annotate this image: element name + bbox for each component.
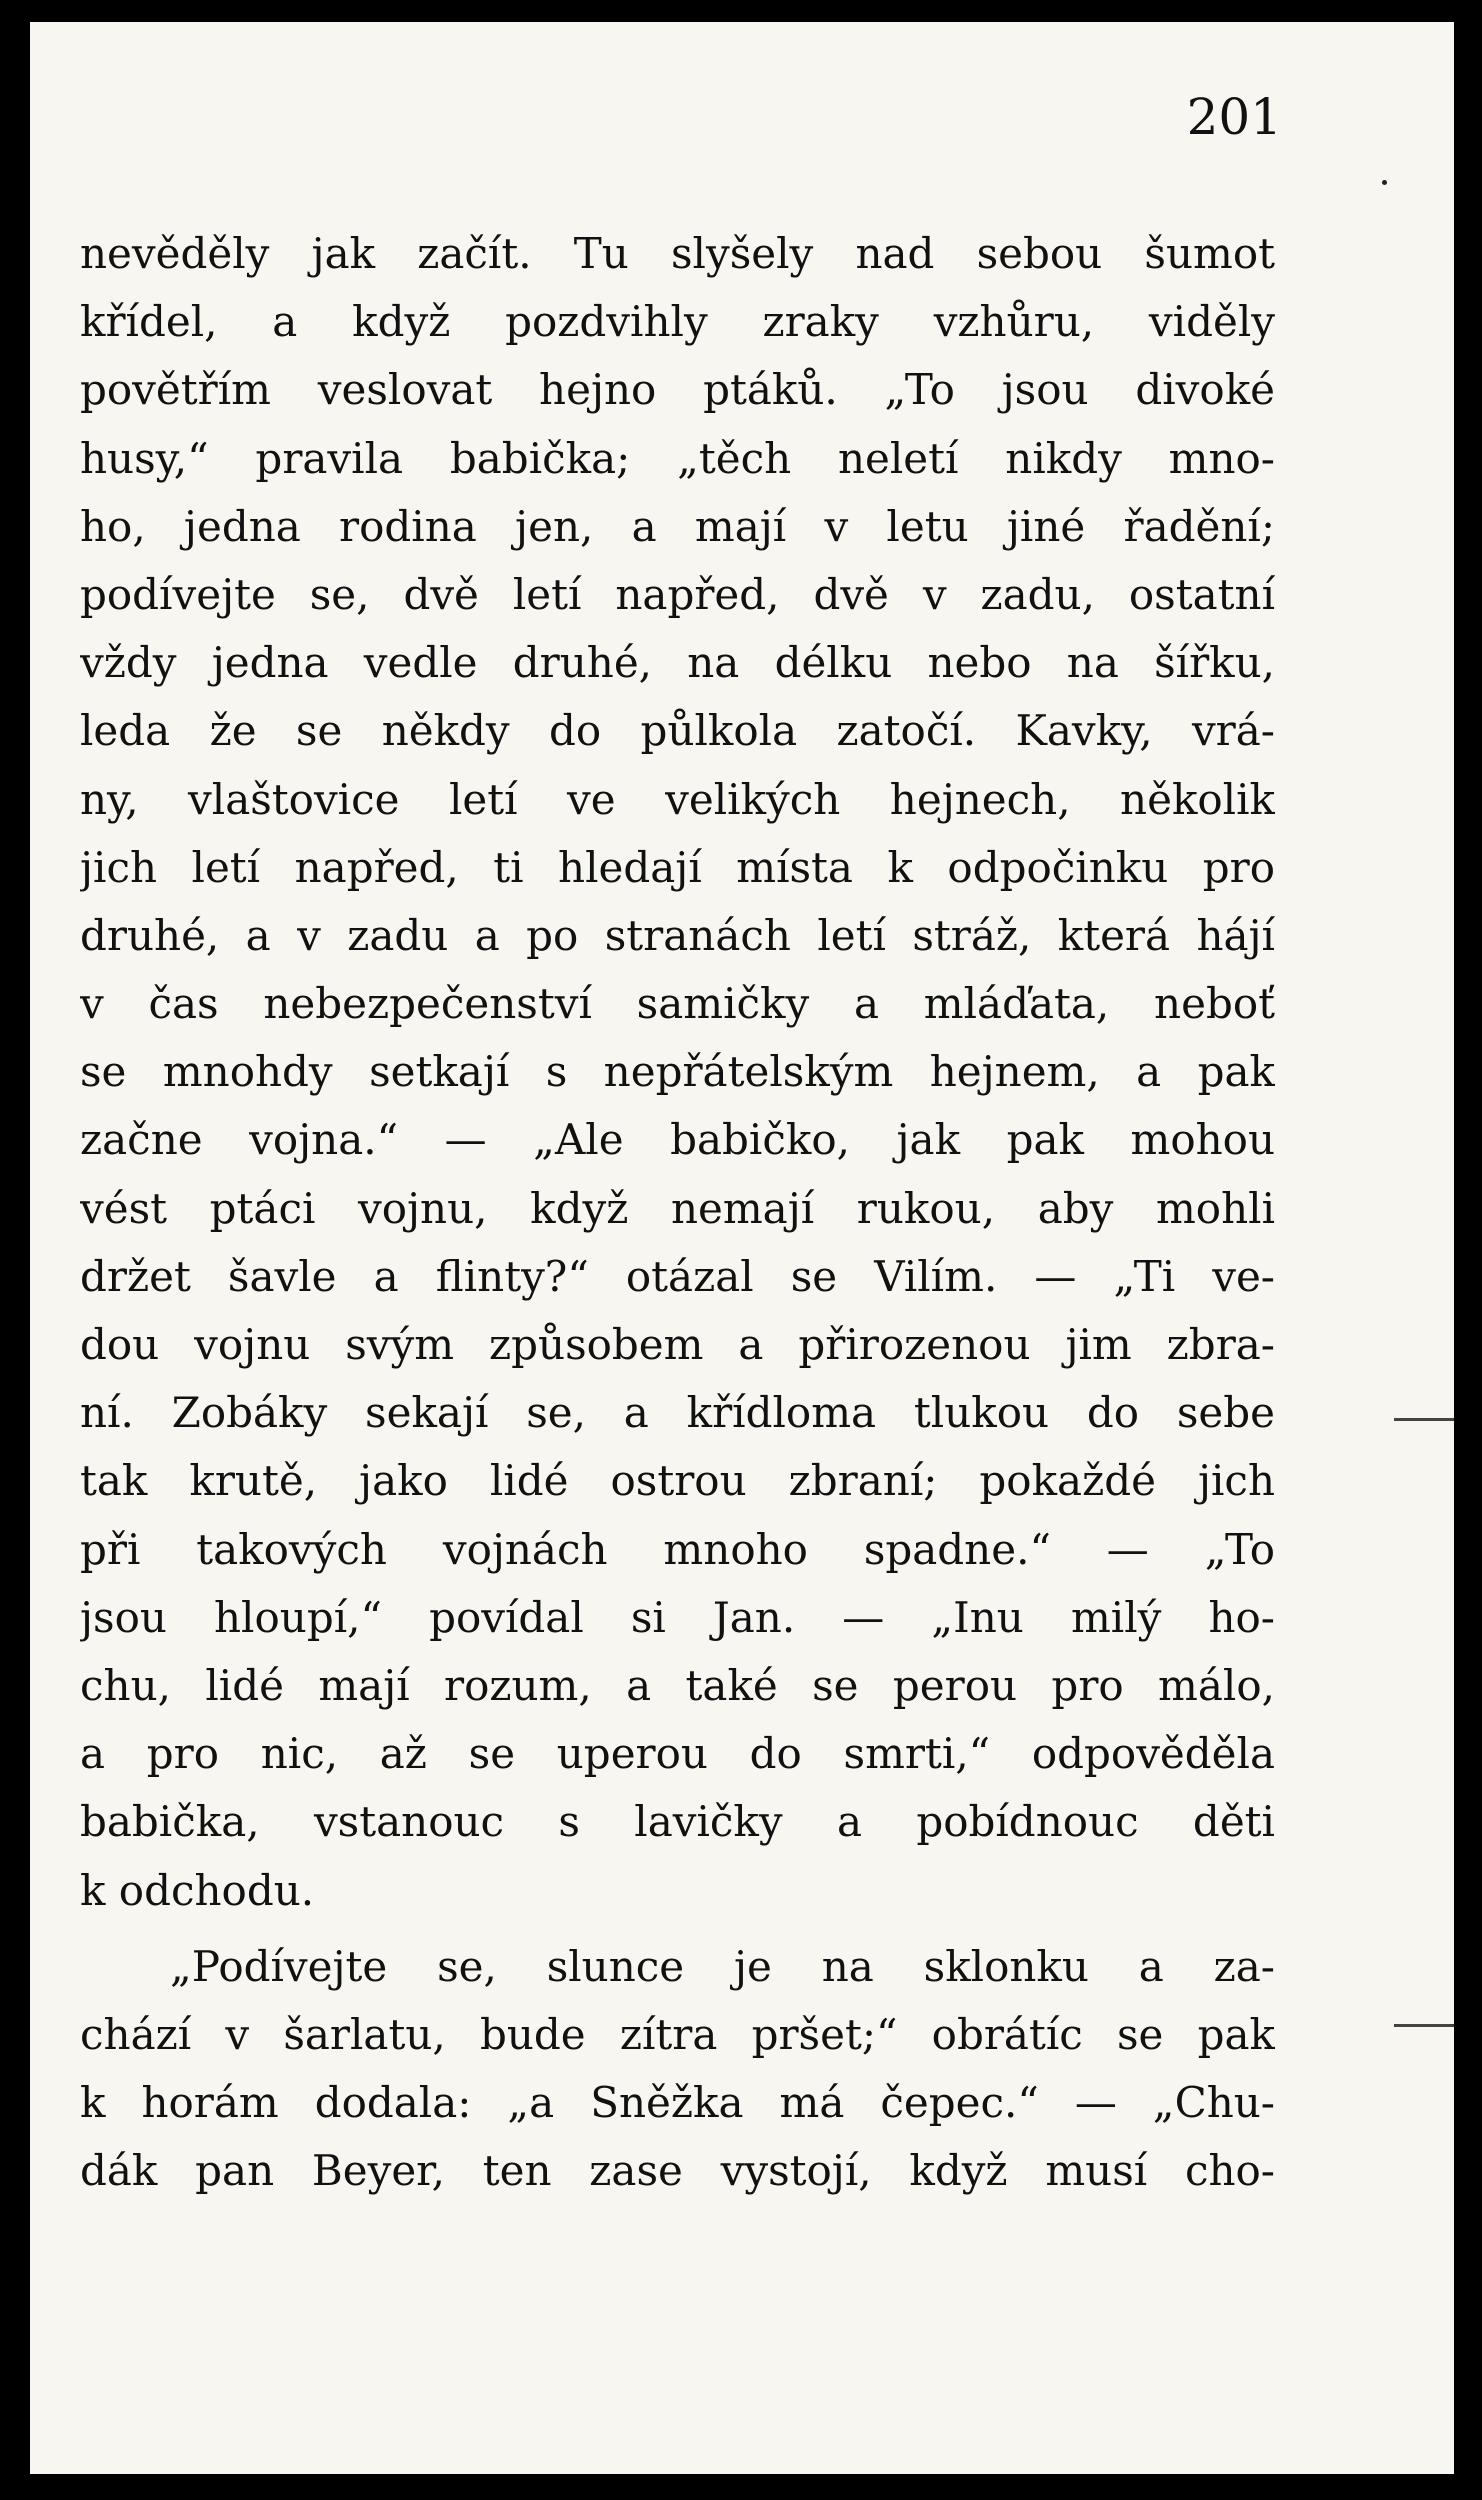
page-number: 201 — [1186, 88, 1282, 146]
text-line: chází v šarlatu, bude zítra pršet;“ obrátíc se pak — [80, 2009, 1275, 2059]
text-line: ho, jedna rodina jen, a mají v letu jiné řadění; — [80, 501, 1275, 551]
text-line: křídel, a když pozdvihly zraky vzhůru, viděly — [80, 297, 1275, 347]
text-line: ny, vlaštovice letí ve velikých hejnech, několik — [80, 774, 1275, 824]
book-page — [30, 22, 1454, 2474]
paragraph-first-line: „Podívejte se, slunce je na sklonku a za- — [170, 1941, 1275, 1991]
text-line: dák pan Beyer, ten zase vystojí, když musí cho- — [80, 2146, 1275, 2196]
text-line: při takových vojnách mnoho spadne.“ — „To — [80, 1524, 1275, 1574]
ink-speck — [1382, 180, 1387, 185]
margin-mark — [1394, 1418, 1454, 1421]
text-line: tak krutě, jako lidé ostrou zbraní; pokaždé jich — [80, 1456, 1275, 1506]
margin-mark — [1394, 2024, 1454, 2027]
text-line: vést ptáci vojnu, když nemají rukou, aby mohli — [80, 1183, 1275, 1233]
text-line: husy,“ pravila babička; „těch neletí nikdy mno- — [80, 433, 1275, 483]
text-line: leda že se někdy do půlkola zatočí. Kavky, vrá- — [80, 706, 1275, 756]
text-line: v čas nebezpečenství samičky a mláďata, neboť — [80, 979, 1275, 1029]
text-line: nevěděly jak začít. Tu slyšely nad sebou šumot — [80, 229, 1275, 278]
text-line: babička, vstanouc s lavičky a pobídnouc děti — [80, 1797, 1275, 1847]
text-line: jich letí napřed, ti hledají místa k odpočinku pro — [80, 842, 1275, 892]
text-line: vždy jedna vedle druhé, na délku nebo na šířku, — [80, 638, 1275, 688]
text-line: se mnohdy setkají s nepřátelským hejnem, a pak — [80, 1047, 1275, 1097]
text-line: držet šavle a flinty?“ otázal se Vilím. — „Ti ve- — [80, 1251, 1275, 1301]
text-line: druhé, a v zadu a po stranách letí stráž, která hájí — [80, 910, 1275, 960]
text-line: k horám dodala: „a Sněžka má čepec.“ — „Chu- — [80, 2077, 1275, 2127]
text-line: k odchodu. — [80, 1865, 315, 1915]
text-line: a pro nic, až se uperou do smrti,“ odpověděla — [80, 1729, 1275, 1779]
text-line: jsou hloupí,“ povídal si Jan. — „Inu milý ho- — [80, 1592, 1275, 1642]
body-text — [80, 220, 1275, 2205]
text-line: povětřím veslovat hejno ptáků. „To jsou divoké — [80, 365, 1275, 415]
text-line: chu, lidé mají rozum, a také se perou pro málo, — [80, 1660, 1275, 1710]
text-line: začne vojna.“ — „Ale babičko, jak pak mohou — [80, 1115, 1275, 1165]
text-line: dou vojnu svým způsobem a přirozenou jim zbra- — [80, 1320, 1275, 1369]
text-line: podívejte se, dvě letí napřed, dvě v zadu, ostatní — [80, 569, 1275, 619]
text-line: ní. Zobáky sekají se, a křídloma tlukou do sebe — [80, 1388, 1275, 1438]
